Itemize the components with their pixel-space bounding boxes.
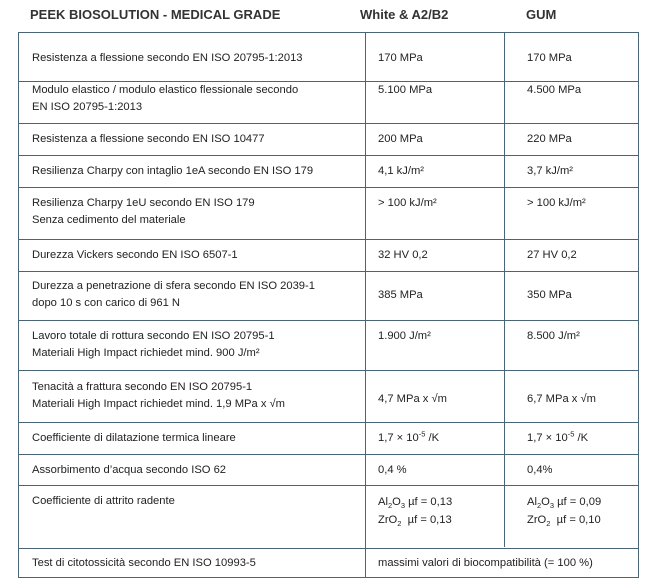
value-gum: 4.500 MPa xyxy=(527,84,582,96)
property-label: Assorbimento d’acqua secondo ISO 62 xyxy=(32,464,227,476)
table-row xyxy=(19,321,638,371)
value-gum: 27 HV 0,2 xyxy=(527,249,577,261)
value-merged: massimi valori di biocompatibilità (= 100 %) xyxy=(378,557,593,569)
table-row xyxy=(19,423,638,455)
table-row xyxy=(19,188,638,240)
value-gum: $Al_2O_3$ µf = 0,09 ZrO$_2$ µf = 0,10 xyxy=(527,496,602,529)
value-gum: > 100 kJ/m² xyxy=(527,197,586,209)
table-row xyxy=(19,455,638,486)
property-label: Coefficiente di attrito radente xyxy=(32,495,175,507)
value-white: > 100 kJ/m² xyxy=(378,197,437,209)
value-white: 32 HV 0,2 xyxy=(378,249,428,261)
property-label: Test di citotossicità secondo EN ISO 10993-5 xyxy=(32,557,256,569)
table-row xyxy=(19,371,638,423)
table-row xyxy=(19,240,638,272)
column-header-gum: GUM xyxy=(526,7,557,22)
value-gum: 220 MPa xyxy=(527,133,572,145)
value-white: 5.100 MPa xyxy=(378,84,433,96)
property-label: Resilienza Charpy con intaglio 1eA secondo EN ISO 179 xyxy=(32,165,314,177)
property-label: Durezza Vickers secondo EN ISO 6507-1 xyxy=(32,249,238,261)
property-label: Resistenza a flessione secondo EN ISO 20795-1:2013 xyxy=(32,52,303,64)
property-label: Modulo elastico / modulo elastico flessionale secondo EN ISO 20795-1:2013 xyxy=(32,84,299,113)
value-white: 200 MPa xyxy=(378,133,423,145)
value-gum: 3,7 kJ/m² xyxy=(527,165,574,177)
property-label: Resistenza a flessione secondo EN ISO 10477 xyxy=(32,133,265,145)
table-row xyxy=(19,124,638,156)
value-white: $1,7 \times 10^{-5}$ /K xyxy=(378,429,440,444)
table-title: PEEK BIOSOLUTION - MEDICAL GRADE xyxy=(30,7,281,22)
table-row xyxy=(19,33,638,82)
property-label: Coefficiente di dilatazione termica lineare xyxy=(32,432,236,444)
property-label: Durezza a penetrazione di sfera secondo EN ISO 2039-1 dopo 10 s con carico di 961 N xyxy=(32,280,315,309)
value-gum: 6,7 MPa x √m xyxy=(527,393,596,405)
property-label: Resilienza Charpy 1eU secondo EN ISO 179 Senza cedimento del materiale xyxy=(32,197,255,226)
table-row xyxy=(19,272,638,321)
value-gum: 8.500 J/m² xyxy=(527,330,580,342)
value-white: 1.900 J/m² xyxy=(378,330,431,342)
property-label: Tenacità a frattura secondo EN ISO 20795-1 Materiali High Impact richiedet mind. 1,9 MPa x √m xyxy=(32,381,285,410)
value-gum: $1,7 \times 10^{-5}$ /K xyxy=(527,429,589,444)
value-gum: 350 MPa xyxy=(527,289,572,301)
properties-table xyxy=(18,32,639,578)
table-row xyxy=(19,82,638,124)
value-white: 0,4 % xyxy=(378,464,407,476)
table-row xyxy=(19,156,638,188)
value-white: 4,1 kJ/m² xyxy=(378,165,425,177)
value-white: 385 MPa xyxy=(378,289,423,301)
value-white: 170 MPa xyxy=(378,52,423,64)
column-header-white: White & A2/B2 xyxy=(360,7,449,22)
table-row xyxy=(19,486,638,549)
property-label: Lavoro totale di rottura secondo EN ISO 20795-1 Materiali High Impact richiedet mind. 900 J/m² xyxy=(32,330,275,359)
table-row xyxy=(19,549,638,578)
value-white: $Al_2O_3$ µf = 0,13 ZrO$_2$ µf = 0,13 xyxy=(378,496,453,529)
value-gum: 170 MPa xyxy=(527,52,572,64)
value-white: 4,7 MPa x √m xyxy=(378,393,447,405)
value-gum: 0,4% xyxy=(527,464,553,476)
